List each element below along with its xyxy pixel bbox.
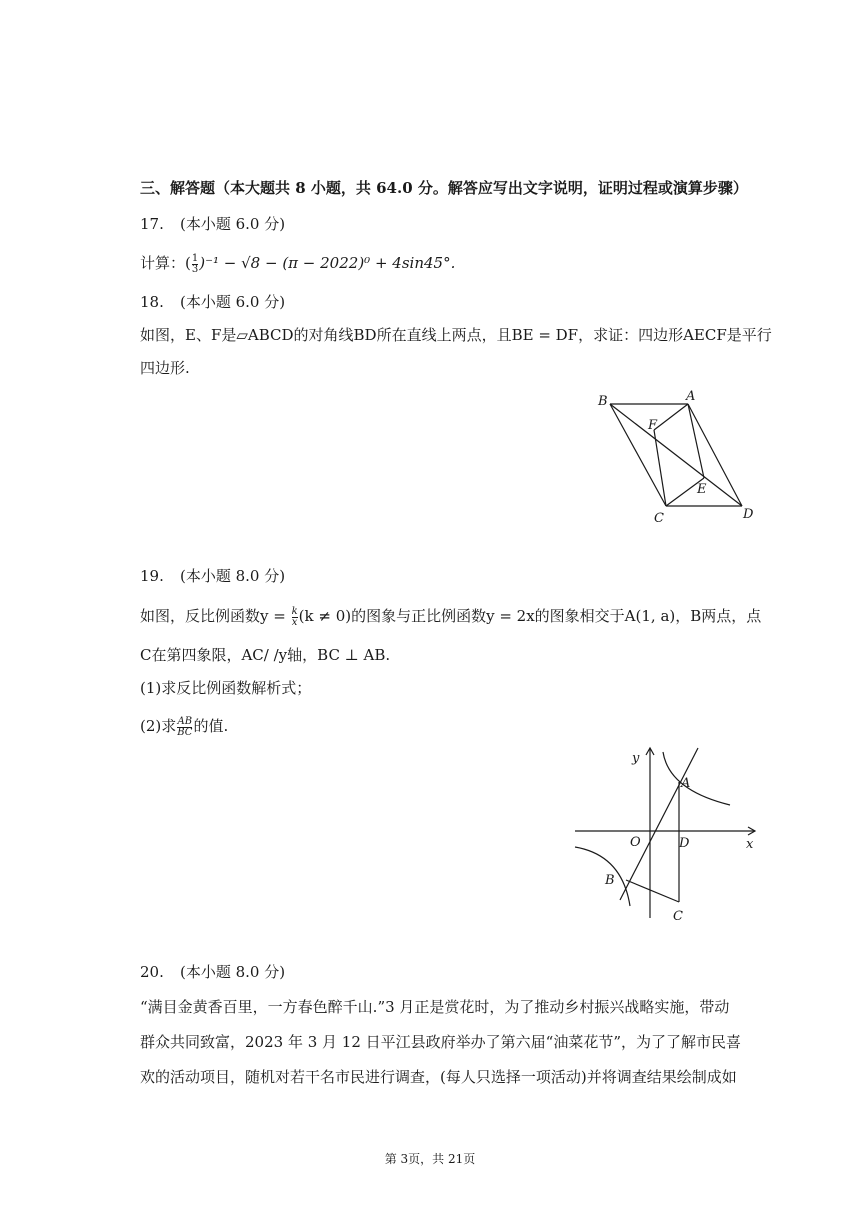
q19-part2 [140,716,228,738]
page-footer: 第 3页，共 21页 [384,1152,476,1166]
q20-header [140,962,285,982]
q17-expression [140,253,455,275]
q19-label-O: O [630,835,641,850]
q17-score: (本小题 6.0 分) [180,215,286,233]
q18-text-line1: 如图，E、F是▱ABCD的对角线BD所在直线上两点，且BE = DF，求证：四边形AECF是平行 [140,326,772,344]
q18-header [140,292,285,312]
q19-text1b: (k ≠ 0)的图象与正比例函数y = 2x的图象相交于A(1, a)，B两点，点 [298,607,762,625]
q19-part1: (1)求反比例函数解析式； [140,679,312,697]
q19-label-B: B [605,873,615,888]
q17-prefix: 计算：( [140,254,191,272]
q19-part2-den: BC [177,726,193,738]
q18-parallelogram-figure [590,385,760,525]
q17-frac-num: 1 [191,252,199,264]
q18-number: 18. [140,293,164,311]
q20-text-line1: “满目金黄香百里，一方春色醉千山.”3 月正是赏花时，为了推动乡村振兴战略实施，带动 [140,998,730,1016]
q18-label-F: F [648,418,658,433]
q18-label-A: A [686,389,696,404]
q17-fraction [192,254,198,275]
q18-label-E: E [697,482,707,497]
q19-text-line1 [140,606,761,628]
q19-label-C: C [673,909,683,924]
q20-text-line3: 欢的活动项目，随机对若干名市民进行调查，(每人只选择一项活动)并将调查结果绘制成如 [140,1068,737,1086]
q19-ab-over-bc [177,717,192,738]
q19-frac-den: x [291,616,298,628]
q18-label-D: D [743,507,754,522]
q17-frac-den: 3 [191,263,199,275]
q19-part2b: 的值. [193,717,229,735]
q19-score: (本小题 8.0 分) [180,567,286,585]
q17-number: 17. [140,215,164,233]
q19-part2-num: AB [177,715,193,727]
q19-label-x: x [746,837,754,852]
q19-text1a: 如图，反比例函数y = [140,607,291,625]
q18-label-B: B [598,394,608,409]
q17-header [140,214,285,234]
q19-function-graph [570,740,765,925]
q17-expr: )⁻¹ − √8 − (π − 2022)⁰ + 4sin45°. [199,254,456,272]
q18-label-C: C [654,511,664,525]
q20-score: (本小题 8.0 分) [180,963,286,981]
q20-text-line2: 群众共同致富，2023 年 3 月 12 日平江县政府举办了第六届“油菜花节”，为了了解市民喜 [140,1033,741,1051]
q18-text-line2: 四边形. [140,359,190,377]
q19-k-over-x [292,607,298,628]
section-header: 三、解答题（本大题共 8 小题，共 64.0 分。解答应写出文字说明，证明过程或演算步骤） [140,179,748,197]
q19-label-A: A [681,776,691,791]
q19-frac-num: k [291,605,298,617]
q20-number: 20. [140,963,164,981]
q19-header [140,566,285,586]
q19-part2a: (2)求 [140,717,177,735]
q19-number: 19. [140,567,164,585]
q19-label-y: y [632,751,640,766]
q19-label-D: D [679,836,690,851]
q19-text-line2: C在第四象限，AC/ /y轴，BC ⊥ AB. [140,646,391,664]
q18-score: (本小题 6.0 分) [180,293,286,311]
